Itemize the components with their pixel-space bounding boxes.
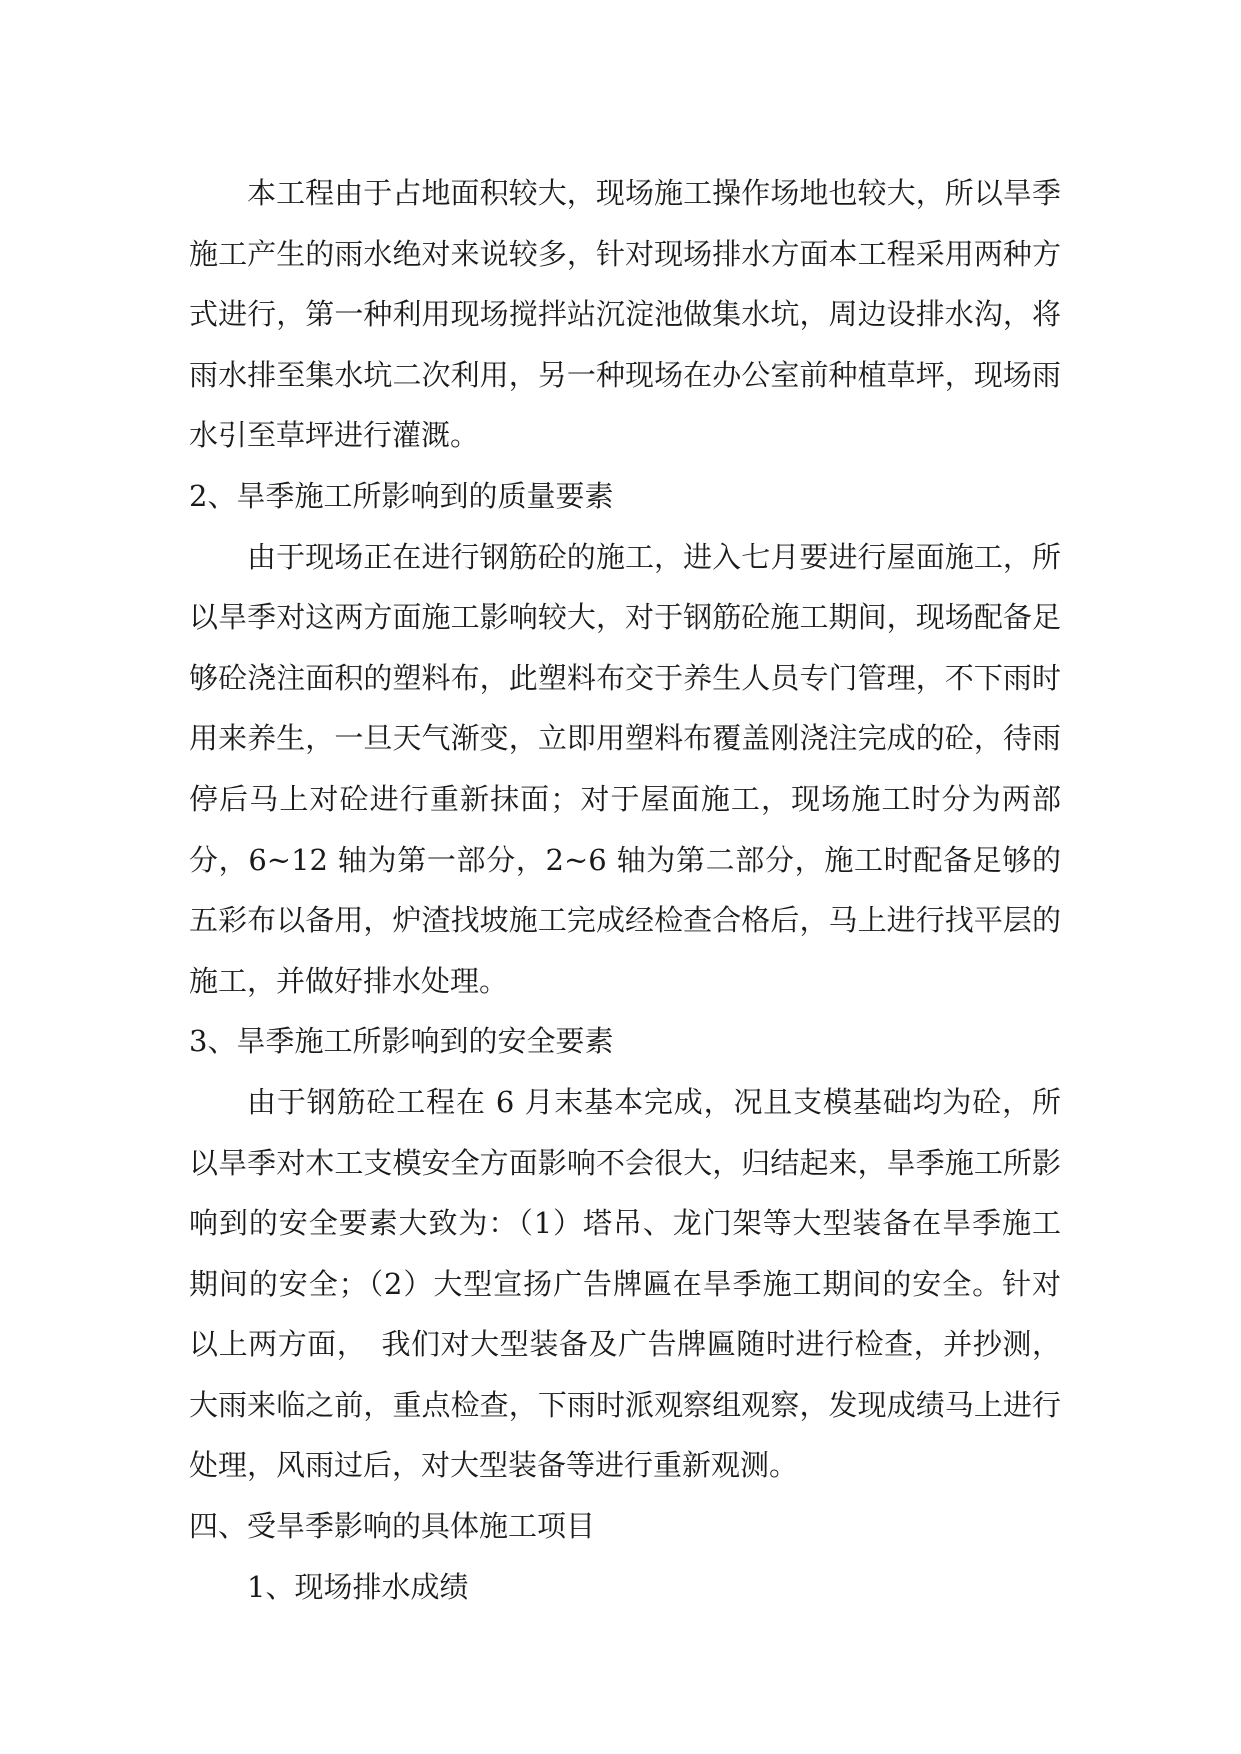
heading-quality-factors: 2、旱季施工所影响到的质量要素 xyxy=(189,478,614,513)
heading-affected-projects: 四、受旱季影响的具体施工项目 xyxy=(189,1509,596,1544)
paragraph-quality-details: 由于现场正在进行钢筋砼的施工，进入七月要进行屋面施工，所以旱季对这两方面施工影响较大，对于钢筋砼施工期间，现场配备足够砼浇注面积的塑料布，此塑料布交于养生人员专门管理，不下雨时用来养生，一旦天气渐变，立即用塑料布覆盖刚浇注完成的砼，待雨停后马上对砼进行重新抹面；对于屋面施工，现场施工时分为两部分，6~12 轴为第一部分，2~6 轴为第二部分，施工时配备足够的五彩布以备用，炉渣找坡施工完成经检查合格后，马上进行找平层的施工，并做好排水处理。 xyxy=(189,539,1061,998)
document-body xyxy=(189,163,1061,1617)
subheading-site-drainage: 1、现场排水成绩 xyxy=(247,1569,469,1604)
heading-safety-factors: 3、旱季施工所影响到的安全要素 xyxy=(189,1024,614,1059)
paragraph-drainage-intro: 本工程由于占地面积较大，现场施工操作场地也较大，所以旱季施工产生的雨水绝对来说较多，针对现场排水方面本工程采用两种方式进行，第一种利用现场搅拌站沉淀池做集水坑，周边设排水沟，将雨水排至集水坑二次利用，另一种现场在办公室前种植草坪，现场雨水引至草坪进行灌溉。 xyxy=(189,176,1061,453)
paragraph-safety-details: 由于钢筋砼工程在 6 月末基本完成，况且支模基础均为砼，所以旱季对木工支模安全方面影响不会很大，归结起来，旱季施工所影响到的安全要素大致为：（1）塔吊、龙门架等大型装备在旱季施工期间的安全；（2）大型宣扬广告牌匾在旱季施工期间的安全。针对以上两方面， 我们对大型装备及广告牌匾随时进行检查，并抄测，大雨来临之前，重点检查，下雨时派观察组观察，发现成绩马上进行处理，风雨过后，对大型装备等进行重新观测。 xyxy=(189,1084,1061,1483)
